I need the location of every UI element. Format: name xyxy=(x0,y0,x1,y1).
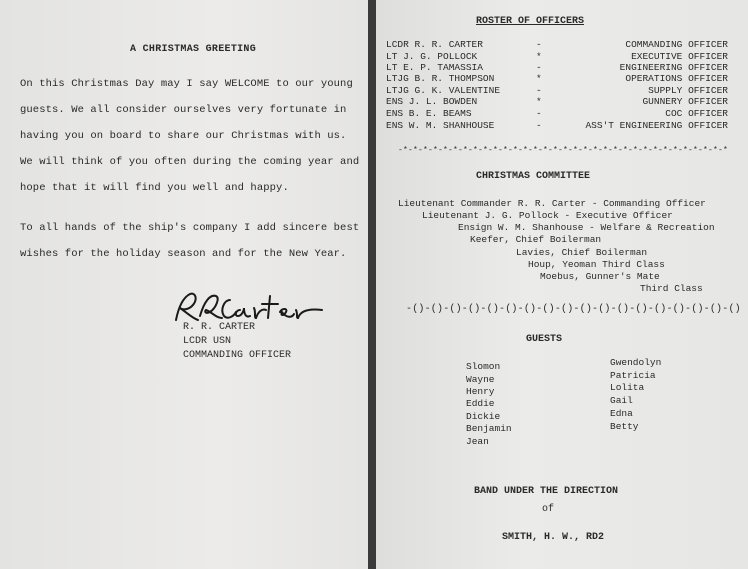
officer-title: GUNNERY OFFICER xyxy=(642,96,728,107)
officer-name: LTJG G. K. VALENTINE xyxy=(386,85,501,96)
officer-name: LT J. G. POLLOCK xyxy=(386,51,478,62)
committee-title: CHRISTMAS COMMITTEE xyxy=(476,171,591,182)
guest-name: Slomon xyxy=(466,361,501,372)
handwritten-signature xyxy=(170,290,330,324)
committee-member: Third Class xyxy=(640,283,703,294)
officer-separator: * xyxy=(536,96,542,107)
band-director: SMITH, H. W., RD2 xyxy=(502,532,605,543)
officer-title: COC OFFICER xyxy=(665,108,728,119)
signature-name: R. R. CARTER xyxy=(183,322,256,333)
officer-name: ENS B. E. BEAMS xyxy=(386,108,472,119)
band-of: of xyxy=(542,504,555,515)
committee-member: Lieutenant J. G. Pollock - Executive Officer xyxy=(422,210,673,221)
signature-title: COMMANDING OFFICER xyxy=(183,350,292,361)
paren-divider: -()-()-()-()-()-()-()-()-()-()-()-()-()-()-()-()-()-() xyxy=(406,304,741,315)
greeting-page xyxy=(0,0,368,569)
officer-separator: - xyxy=(536,62,542,73)
guest-name: Henry xyxy=(466,386,495,397)
committee-member: Ensign W. M. Shanhouse - Welfare & Recreation xyxy=(458,222,715,233)
guest-name: Lolita xyxy=(610,382,645,393)
greeting-line: wishes for the holiday season and for the New Year. xyxy=(20,248,347,260)
guest-name: Jean xyxy=(466,436,489,447)
officer-title: COMMANDING OFFICER xyxy=(625,39,728,50)
officer-name: ENS W. M. SHANHOUSE xyxy=(386,120,495,131)
officer-separator: - xyxy=(536,85,542,96)
greeting-line: To all hands of the ship's company I add sincere best xyxy=(20,222,360,234)
officer-separator: - xyxy=(536,108,542,119)
officer-title: OPERATIONS OFFICER xyxy=(625,73,728,84)
committee-member: Moebus, Gunner's Mate xyxy=(540,271,660,282)
guest-name: Dickie xyxy=(466,411,501,422)
officer-title: EXECUTIVE OFFICER xyxy=(631,51,728,62)
committee-member: Lavies, Chief Boilerman xyxy=(516,247,648,258)
officer-title: ASS'T ENGINEERING OFFICER xyxy=(585,120,728,131)
officer-name: LTJG B. R. THOMPSON xyxy=(386,73,495,84)
greeting-line: having you on board to share our Christmas with us. xyxy=(20,130,347,142)
officer-title: ENGINEERING OFFICER xyxy=(619,62,728,73)
guests-title: GUESTS xyxy=(526,334,563,345)
greeting-title: A CHRISTMAS GREETING xyxy=(130,44,257,55)
greeting-line: On this Christmas Day may I say WELCOME to our young xyxy=(20,78,353,90)
guest-name: Gail xyxy=(610,395,633,406)
officer-separator: * xyxy=(536,73,542,84)
committee-member: Lieutenant Commander R. R. Carter - Commanding Officer xyxy=(398,198,706,209)
guest-name: Edna xyxy=(610,408,633,419)
guest-name: Benjamin xyxy=(466,423,512,434)
star-divider: -*-*-*-*-*-*-*-*-*-*-*-*-*-*-*-*-*-*-*-*-*-*-*-*-*-*-*-*-*-*-*-*-* xyxy=(398,146,729,155)
guest-name: Eddie xyxy=(466,398,495,409)
officer-separator: - xyxy=(536,120,542,131)
roster-page xyxy=(376,0,748,569)
officer-name: ENS J. L. BOWDEN xyxy=(386,96,478,107)
officer-name: LT E. P. TAMASSIA xyxy=(386,62,483,73)
greeting-line: hope that it will find you well and happy. xyxy=(20,182,289,194)
signature-rank: LCDR USN xyxy=(183,336,232,347)
committee-member: Houp, Yeoman Third Class xyxy=(528,259,665,270)
officer-name: LCDR R. R. CARTER xyxy=(386,39,483,50)
guest-name: Betty xyxy=(610,421,639,432)
greeting-line: guests. We all consider ourselves very fortunate in xyxy=(20,104,347,116)
band-heading: BAND UNDER THE DIRECTION xyxy=(474,486,619,497)
officer-separator: - xyxy=(536,39,542,50)
officer-title: SUPPLY OFFICER xyxy=(648,85,728,96)
committee-member: Keefer, Chief Boilerman xyxy=(470,234,602,245)
guest-name: Patricia xyxy=(610,370,656,381)
roster-title: ROSTER OF OFFICERS xyxy=(476,16,585,27)
guest-name: Gwendolyn xyxy=(610,357,662,368)
officer-separator: * xyxy=(536,51,542,62)
greeting-line: We will think of you often during the coming year and xyxy=(20,156,360,168)
guest-name: Wayne xyxy=(466,374,495,385)
